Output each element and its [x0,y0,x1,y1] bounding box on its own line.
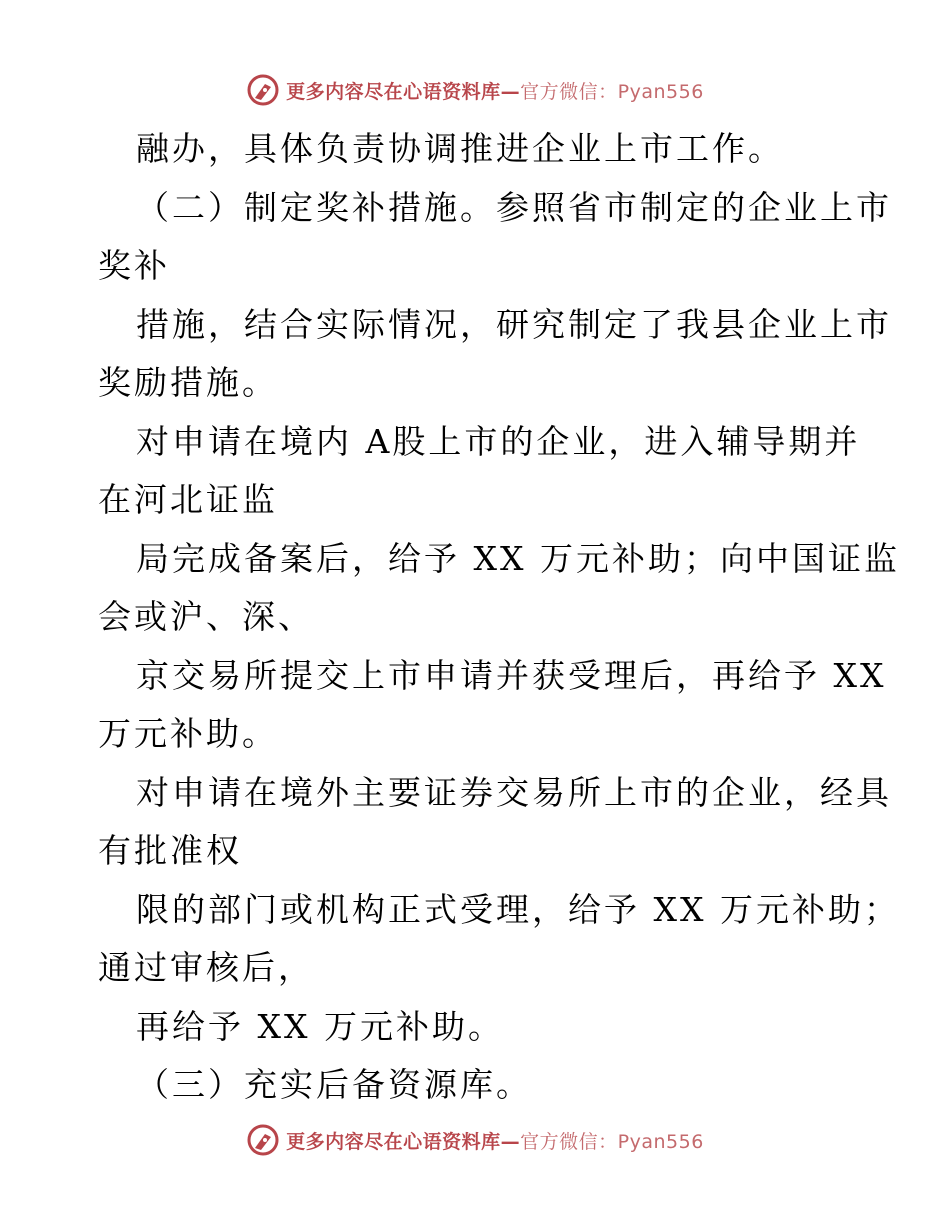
text-line: 再给予 XX 万元补助。 [136,1006,504,1046]
header-watermark [0,70,950,110]
text-line: 措施，结合实际情况，研究制定了我县企业上市 [136,304,892,344]
text-line: 有批准权 [98,831,242,870]
text-line: 融办，具体负责协调推进企业上市工作。 [136,129,784,168]
text-line: 对申请在境外主要证券交易所上市的企业，经具 [136,772,892,812]
text-line: 在河北证监 [98,480,278,519]
watermark-text: 更多内容尽在心语资料库—官方微信：Pyan556 [286,80,704,103]
text-line: 对申请在境内 A股上市的企业，进入辅导期并 [136,421,861,461]
text-line: 万元补助。 [98,714,278,753]
text-line: 通过审核后， [98,948,314,987]
text-line: （二）制定奖补措施。参照省市制定的企业上市 [136,187,892,227]
pen-nib-circle-icon [246,73,280,107]
document-body [98,120,900,1115]
watermark-text: 更多内容尽在心语资料库—官方微信：Pyan556 [286,1130,704,1153]
text-line: 限的部门或机构正式受理，给予 XX 万元补助； [136,889,900,929]
text-line: 京交易所提交上市申请并获受理后，再给予 XX [136,655,887,695]
text-line: 奖补 [98,246,170,285]
text-line: 局完成备案后，给予 XX 万元补助；向中国证监 [136,538,900,578]
footer-watermark [0,1120,950,1160]
text-line: （三）充实后备资源库。 [136,1065,532,1104]
text-line: 奖励措施。 [98,363,278,402]
text-line: 会或沪、深、 [98,597,314,636]
pen-nib-circle-icon [246,1123,280,1157]
